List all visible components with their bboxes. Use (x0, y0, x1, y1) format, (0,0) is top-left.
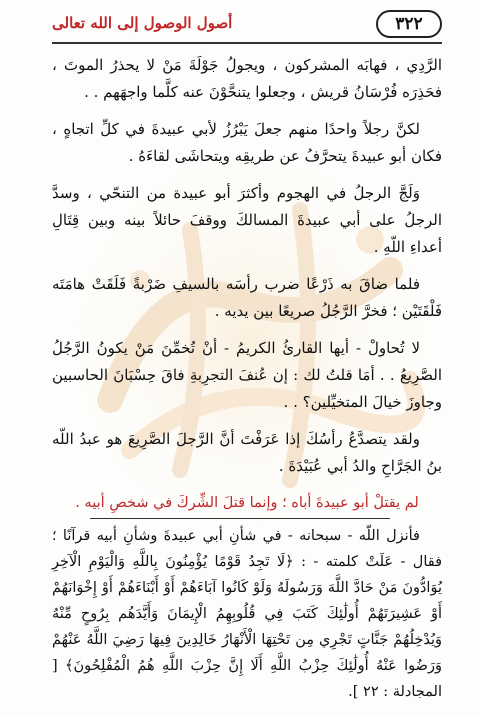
page-header (52, 8, 442, 42)
running-title: أصول الوصول إلى الله تعالى (52, 14, 233, 32)
paragraph-5: لا تُحاولْ - أيها القارئُ الكريمُ - أنْ تُخمِّنَ مَنْ يكونُ الرَّجُلُ الصَّرِيعُ . . أمَا قلتُ لك : إن عُنفَ التجرِبةِ فاقَ حِسْبَانَ الحاسبين وجاوزَ خيالَ المتخيِّلين؟ . . (52, 339, 442, 411)
paragraph-4: فلما ضاقَ به ذَرْعًا ضرب رأسَه بالسيفِ ضَرْبةً فَلَقَتْ هامَتَه فَلْقَتَيْن ؛ فخرَّ الرَّجُلُ صريعًا بين يديه . (52, 275, 442, 320)
heading-rule (90, 518, 390, 519)
section-heading: لم يقتلْ أبو عبيدةَ أباه ؛ وإنما قتلَ الشِّركَ في شخصِ أبيه . (75, 495, 419, 511)
paragraph-3: وَلَجَّ الرجلُ في الهجوم وأكثرَ أبو عبيدة من التنحّي ، وسدَّ الرجلُ على أبي عبيدةَ المسالكَ ووقفَ حائلاً بينه وبين قِتَالِ أعداءِ اللّهِ . (52, 184, 442, 256)
closing-paragraph-quran: فأنزل اللّه - سبحانه - في شأنِ أبي عبيدةَ وشأنِ أبيه قرآنًا ؛ فقال - عَلَتْ كلمته - : ﴿لَا تَجِدُ قَوْمًا يُؤْمِنُونَ بِاللَّهِ وَالْيَوْمِ الْآخِرِ يُوَادُّونَ مَنْ حَادَّ اللَّهَ وَرَسُولَهُ وَلَوْ كَانُوا آبَاءَهُمْ أَوْ أَبْنَاءَهُمْ أَوْ إِخْوَانَهُمْ أَوْ عَشِيرَتَهُمْ أُولَٰئِكَ كَتَبَ فِي قُلُوبِهِمُ الْإِيمَانَ وَأَيَّدَهُم بِرُوحٍ مِّنْهُ وَيُدْخِلُهُمْ جَنَّاتٍ تَجْرِي مِن تَحْتِهَا الْأَنْهَارُ خَالِدِينَ فِيهَا رَضِيَ اللَّهُ عَنْهُمْ وَرَضُوا عَنْهُ أُولَٰئِكَ حِزْبُ اللَّهِ أَلَا إِنَّ حِزْبَ اللَّهِ هُمُ الْمُفْلِحُونَ﴾ [ المجادلة : ٢٢ ]. (52, 528, 442, 700)
paragraph-6: ولقد يتصدَّعُ رأسُكَ إذا عَرَفْتَ أنَّ الرَّجلَ الصَّرِيعَ هو عبدُ اللّه بنُ الجَرَّاحِ والدُ أبي عُبَيْدَةَ . (52, 430, 442, 475)
paragraph-1: الرَّدِي ، فهابَه المشركون ، ويجولُ جَوْلَةَ مَنْ لا يحذرُ الموتَ ، فحَذِرَه فُرْسَانُ قريش ، وجعلوا يتنحَّوْنَ عنه كلَّما واجهَهم . . (52, 56, 442, 101)
page-body (52, 52, 442, 715)
header-rule (52, 42, 442, 44)
paragraph-2: لكنَّ رجلاً واحدًا منهم جعلَ يَبْرُزُ لأبي عبيدةَ في كلِّ اتجاهٍ ، فكان أبو عبيدةَ يتحرَّفُ عن طريقِه ويتحاشَى لقاءَهُ . (52, 120, 442, 165)
page-number: ٣٢٢ (376, 10, 442, 38)
